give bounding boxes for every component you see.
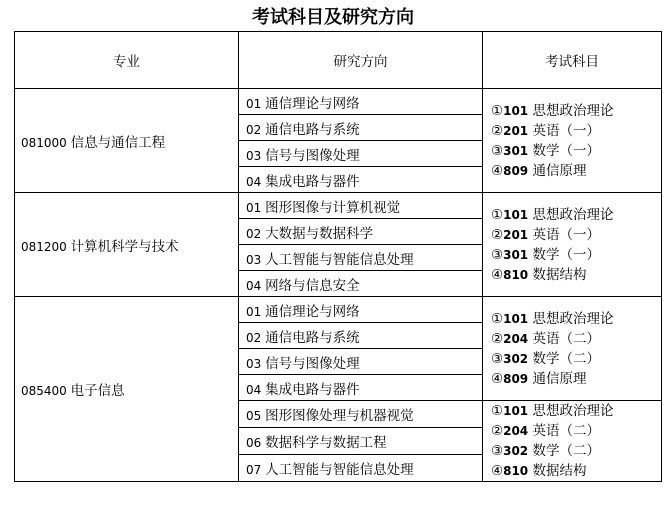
exam-subject xyxy=(491,441,661,461)
exam-index: ① xyxy=(491,310,504,327)
exam-name: 英语（二） xyxy=(528,423,600,439)
exam-subject xyxy=(491,329,661,349)
direction-number: 01 xyxy=(246,304,266,319)
direction-name: 图形图像处理与机器视觉 xyxy=(265,408,414,424)
direction-number: 04 xyxy=(246,382,266,397)
major-cell xyxy=(15,89,239,193)
direction-number: 03 xyxy=(246,148,266,163)
exam-index: ③ xyxy=(491,350,504,367)
major-cell xyxy=(15,297,239,482)
exam-code: 101 xyxy=(503,103,529,118)
exam-code: 302 xyxy=(503,351,529,366)
exam-cell xyxy=(483,193,662,297)
major-name: 计算机科学与技术 xyxy=(70,238,179,255)
direction-cell xyxy=(239,193,483,219)
exam-index: ③ xyxy=(491,246,504,263)
direction-number: 05 xyxy=(246,409,266,423)
exam-name: 通信原理 xyxy=(528,162,587,179)
exam-code: 101 xyxy=(503,311,529,326)
header-direction: 研究方向 xyxy=(239,32,483,89)
exam-subject xyxy=(491,205,661,225)
page-title: 考试科目及研究方向 xyxy=(252,7,414,28)
exam-name: 数据结构 xyxy=(528,266,587,283)
exam-code: 101 xyxy=(503,404,529,418)
major-code: 081000 xyxy=(21,135,71,150)
exam-code: 809 xyxy=(503,163,529,178)
direction-number: 04 xyxy=(246,278,266,293)
exam-index: ③ xyxy=(491,142,504,159)
table-row xyxy=(15,89,662,115)
exam-name: 思想政治理论 xyxy=(528,102,614,119)
exam-subject xyxy=(491,245,661,265)
exam-cell xyxy=(483,89,662,193)
exam-subject xyxy=(491,121,661,141)
exam-cell xyxy=(483,297,662,401)
header-row xyxy=(15,32,662,89)
direction-cell xyxy=(239,89,483,115)
exam-table xyxy=(14,31,662,482)
direction-cell xyxy=(239,271,483,297)
major-cell xyxy=(15,193,239,297)
exam-index: ① xyxy=(491,102,504,119)
direction-name: 通信理论与网络 xyxy=(265,95,360,112)
direction-number: 03 xyxy=(246,356,266,371)
exam-code: 201 xyxy=(503,227,529,242)
exam-subject xyxy=(491,225,661,245)
exam-index: ① xyxy=(491,206,504,223)
direction-name: 通信电路与系统 xyxy=(265,121,360,138)
direction-cell xyxy=(239,219,483,245)
exam-code: 810 xyxy=(503,464,529,478)
direction-cell xyxy=(239,141,483,167)
exam-name: 英语（一） xyxy=(528,122,600,139)
exam-name: 思想政治理论 xyxy=(528,310,614,327)
direction-number: 04 xyxy=(246,174,266,189)
header-exam: 考试科目 xyxy=(483,32,662,89)
exam-name: 数据结构 xyxy=(528,463,587,479)
exam-index: ④ xyxy=(491,370,504,387)
direction-name: 网络与信息安全 xyxy=(265,277,360,294)
exam-name: 英语（一） xyxy=(528,226,600,243)
exam-subject xyxy=(491,421,661,441)
table-row xyxy=(15,193,662,219)
exam-name: 数学（二） xyxy=(528,443,600,459)
direction-name: 数据科学与数据工程 xyxy=(265,435,387,451)
exam-name: 英语（二） xyxy=(528,330,600,347)
direction-name: 通信理论与网络 xyxy=(265,303,360,320)
exam-index: ③ xyxy=(491,443,504,459)
exam-index: ④ xyxy=(491,162,504,179)
exam-name: 思想政治理论 xyxy=(528,403,614,419)
exam-code: 101 xyxy=(503,207,529,222)
major-name: 信息与通信工程 xyxy=(70,134,166,151)
direction-number: 07 xyxy=(246,463,266,477)
exam-index: ② xyxy=(491,226,504,243)
direction-number: 01 xyxy=(246,96,266,111)
exam-subject xyxy=(491,161,661,181)
direction-cell xyxy=(239,428,483,455)
direction-cell xyxy=(239,375,483,401)
exam-index: ② xyxy=(491,423,504,439)
exam-name: 数学（二） xyxy=(528,350,600,367)
major-code: 081200 xyxy=(21,239,71,254)
major-code: 085400 xyxy=(21,384,71,398)
exam-cell xyxy=(483,401,662,482)
direction-name: 人工智能与智能信息处理 xyxy=(265,462,414,478)
direction-name: 集成电路与器件 xyxy=(265,173,360,190)
exam-index: ② xyxy=(491,122,504,139)
direction-name: 信号与图像处理 xyxy=(265,355,360,372)
exam-name: 通信原理 xyxy=(528,370,587,387)
direction-cell xyxy=(239,115,483,141)
direction-number: 02 xyxy=(246,330,266,345)
exam-name: 数学（一） xyxy=(528,246,600,263)
exam-code: 204 xyxy=(503,331,529,346)
direction-number: 02 xyxy=(246,226,266,241)
exam-subject xyxy=(491,369,661,389)
exam-subject xyxy=(491,101,661,121)
exam-index: ① xyxy=(491,403,504,419)
direction-cell xyxy=(239,167,483,193)
direction-name: 通信电路与系统 xyxy=(265,329,360,346)
direction-name: 信号与图像处理 xyxy=(265,147,360,164)
exam-index: ④ xyxy=(491,266,504,283)
direction-number: 03 xyxy=(246,252,266,267)
exam-subject xyxy=(491,265,661,285)
exam-subject xyxy=(491,349,661,369)
direction-number: 02 xyxy=(246,122,266,137)
exam-index: ② xyxy=(491,330,504,347)
header-major: 专业 xyxy=(15,32,239,89)
direction-name: 集成电路与器件 xyxy=(265,381,360,398)
exam-code: 204 xyxy=(503,424,529,438)
exam-code: 302 xyxy=(503,444,529,458)
direction-cell xyxy=(239,323,483,349)
exam-code: 301 xyxy=(503,143,529,158)
direction-name: 人工智能与智能信息处理 xyxy=(265,251,414,268)
exam-code: 810 xyxy=(503,267,529,282)
exam-code: 301 xyxy=(503,247,529,262)
direction-name: 图形图像与计算机视觉 xyxy=(265,199,401,216)
direction-cell xyxy=(239,297,483,323)
direction-name: 大数据与数据科学 xyxy=(265,225,374,242)
table-row xyxy=(15,297,662,323)
direction-cell xyxy=(239,349,483,375)
exam-name: 思想政治理论 xyxy=(528,206,614,223)
direction-cell xyxy=(239,245,483,271)
table-body xyxy=(15,89,662,482)
exam-subject xyxy=(491,401,661,421)
exam-subject xyxy=(491,461,661,481)
exam-code: 201 xyxy=(503,123,529,138)
exam-name: 数学（一） xyxy=(528,142,600,159)
direction-cell xyxy=(239,455,483,482)
exam-subject xyxy=(491,309,661,329)
exam-index: ④ xyxy=(491,463,504,479)
exam-subject xyxy=(491,141,661,161)
direction-number: 01 xyxy=(246,200,266,215)
exam-code: 809 xyxy=(503,371,529,386)
direction-cell xyxy=(239,401,483,428)
major-name: 电子信息 xyxy=(70,383,125,399)
direction-number: 06 xyxy=(246,436,266,450)
